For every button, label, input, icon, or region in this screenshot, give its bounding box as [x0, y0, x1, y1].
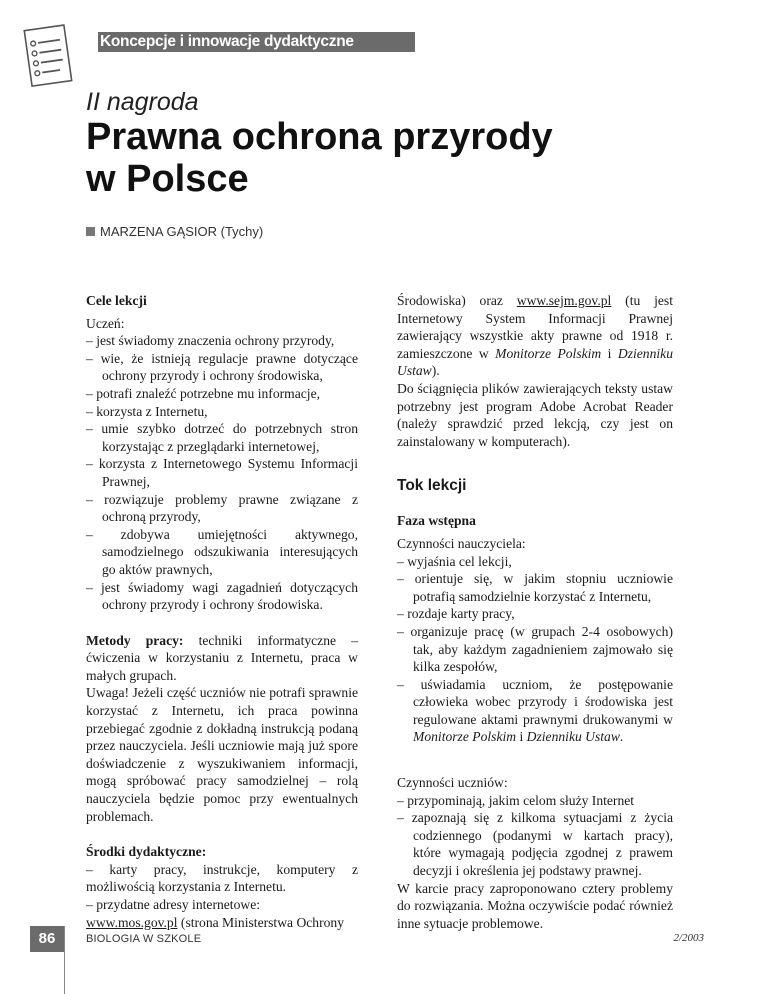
goal-item: – korzysta z Internetowego Systemu Informacji Prawnej, [86, 456, 358, 489]
text-run: i [601, 345, 618, 361]
means-item: – karty pracy, instrukcje, komputery z możliwością korzystania z Internetu. [86, 861, 358, 895]
sejm-link[interactable]: www.sejm.gov.pl [516, 293, 612, 308]
methods-text: techniki informatyczne – ćwiczenia w korzystaniu z Internetu, praca w małych grupach. [86, 632, 358, 683]
left-column [86, 292, 358, 931]
section-banner-label: Koncepcje i innowacje dydaktyczne [100, 33, 354, 50]
student-item: – przypominają, jakim celom służy Internet [397, 792, 635, 808]
goal-item: – korzysta z Internetu, [86, 403, 208, 419]
means-heading: Środki dydaktyczne: [86, 844, 207, 860]
mos-link[interactable]: www.mos.gov.pl [86, 914, 178, 930]
means-item-text: (strona Ministerstwa Ochrony [177, 914, 345, 930]
goal-item: – rozwiązuje problemy prawne związane z ochroną przyrody, [86, 491, 358, 525]
teacher-item [397, 676, 673, 746]
means-item [86, 914, 358, 932]
students-heading: Czynności uczniów: [397, 775, 508, 791]
course-heading: Tok lekcji [397, 477, 467, 495]
monitor-title: Monitorze Polskim [495, 345, 602, 361]
goal-item: – potrafi znaleźć potrzebne mu informacje, [86, 385, 321, 401]
author-name: MARZENA GĄSIOR (Tychy) [100, 224, 264, 239]
teacher-item: – rozdaje karty pracy, [397, 606, 515, 622]
teacher-item: – wyjaśnia cel lekcji, [397, 553, 512, 569]
text-run: . [619, 729, 624, 745]
section-banner [98, 32, 415, 52]
text-run: Środowiska) oraz [397, 293, 517, 308]
dziennik-title: Dzienniku Ustaw [526, 729, 620, 745]
note-paragraph: Uwaga! Jeżeli część uczniów nie potrafi sprawnie korzystać z Internetu, ich praca powinna przebiegać zgodnie z dokładną instrukcją podaną przez nauczyciela. Jeśli uczniowie mają już spore doświadczenie z wyszukiwaniem informacji, mogą spróbować pracy samodzielnej – rolą nauczyciela będzie pomoc przy ewentualnych problemach. [86, 685, 358, 824]
title-line-1: Prawna ochrona przyrody [86, 116, 553, 158]
goal-item: – zdobywa umiejętności aktywnego, samodzielnego odszukiwania interesujących go aktów prawnych, [86, 526, 358, 577]
continuation-paragraph [397, 292, 673, 380]
goal-item: – umie szybko dotrzeć do potrzebnych stron korzystając z przeglądarki internetowej, [86, 421, 358, 454]
goal-item: – wie, że istnieją regulacje prawne dotyczące ochrony przyrody i ochrony środowiska, [86, 350, 358, 384]
document-list-icon [14, 20, 76, 92]
square-bullet-icon [86, 227, 95, 236]
issue-number: 2/2003 [673, 932, 704, 944]
author-byline [86, 224, 263, 239]
methods-label: Metody pracy: [86, 632, 184, 648]
margin-rule [64, 926, 65, 994]
text-run: – uświadamia uczniom, że postępowanie człowieka wobec przyrody i środowiska jest regulowane aktami prawnymi drukowanymi w [397, 676, 673, 727]
prize-label: II nagroda [86, 88, 199, 116]
title-line-2: w Polsce [86, 158, 249, 200]
text-run: ). [431, 363, 440, 379]
means-item: – przydatne adresy internetowe: [86, 897, 261, 912]
text-run: i [516, 729, 527, 745]
goals-heading: Cele lekcji [86, 293, 147, 308]
article-title [86, 116, 553, 200]
closing-paragraph: W karcie pracy zaproponowano cztery problemy do rozwiązania. Można oczywiście podać również inne sytuacje problemowe. [397, 880, 673, 931]
phase-heading: Faza wstępna [397, 513, 476, 529]
right-column [397, 292, 673, 932]
teacher-item: – organizuje pracę (w grupach 2-4 osobowych) tak, aby każdym zagadnieniem zajmowało się kilka zespołów, [397, 623, 673, 675]
monitor-title: Monitorze Polskim [413, 729, 517, 745]
methods-paragraph [86, 632, 358, 685]
text-run: (tu jest Internetowy System Informacji Prawnej zawierający wszystkie akty prawne od 1918 r. zamieszczone w [397, 293, 673, 361]
page-number: 86 [30, 926, 64, 952]
goals-intro: Uczeń: [86, 315, 125, 331]
teacher-item: – orientuje się, w jakim stopniu uczniowie potrafią samodzielnie korzystać z Internetu, [397, 571, 673, 604]
goal-item: – jest świadomy znaczenia ochrony przyrody, [86, 333, 335, 349]
teacher-heading: Czynności nauczyciela: [397, 535, 526, 551]
student-item: – zapoznają się z kilkoma sytuacjami z życia codziennego (podanymi w kartach pracy), które wymagają podjęcia zgodnej z prawem decyzji i określenia jej podstawy prawnej. [397, 810, 673, 879]
dziennik-title: Dzienniku Ustaw [397, 345, 673, 379]
download-paragraph: Do ściągnięcia plików zawierających teksty ustaw potrzebny jest program Adobe Acrobat Reader (należy sprawdzić przed lekcją, czy jest on zainstalowany w komputerach). [397, 380, 673, 449]
goal-item: – jest świadomy wagi zagadnień dotyczących ochrony przyrody i ochrony środowiska. [86, 579, 358, 613]
journal-name: BIOLOGIA W SZKOLE [86, 933, 202, 945]
